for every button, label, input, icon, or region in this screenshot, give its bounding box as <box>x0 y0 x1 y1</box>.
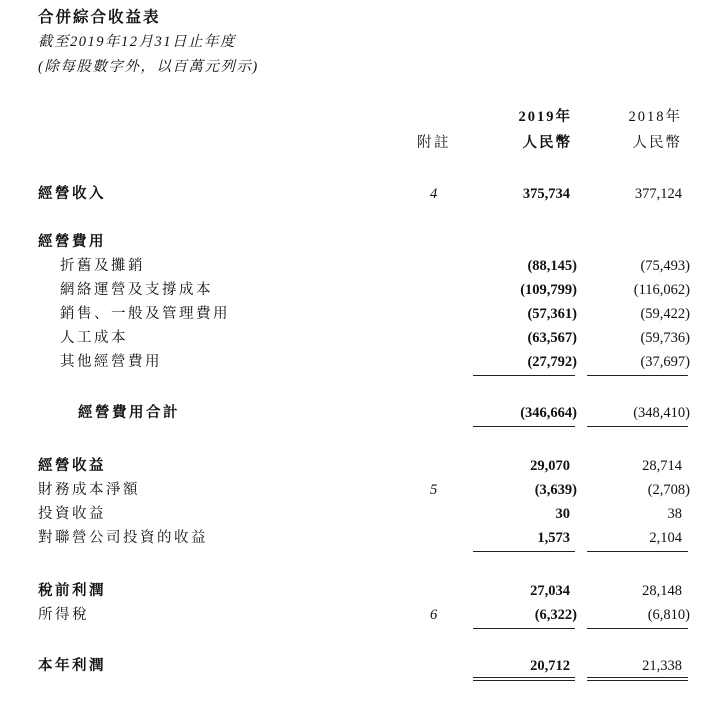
value-2019: 27,034 <box>530 583 570 599</box>
value-2018: (116,062) <box>633 282 690 298</box>
row-label: 所得稅 <box>38 607 89 623</box>
value-2018: 377,124 <box>634 186 682 202</box>
value-2019: (88,145) <box>527 258 577 274</box>
value-2019: 1,573 <box>537 530 570 546</box>
value-2019: (63,567) <box>527 330 577 346</box>
statement-unit: (除每股數字外，以百萬元列示) <box>38 59 259 75</box>
double-rule-2018-top <box>587 677 688 678</box>
row-label: 稅前利潤 <box>38 583 106 599</box>
value-2019: (27,792) <box>527 354 577 370</box>
value-2019: 20,712 <box>530 658 570 674</box>
row-note: 6 <box>430 607 438 623</box>
row-label: 經營收入 <box>38 186 106 202</box>
value-2018: (59,736) <box>640 330 690 346</box>
row-note: 4 <box>430 186 438 202</box>
value-2019: (57,361) <box>527 306 577 322</box>
value-2019: 375,734 <box>522 186 570 202</box>
value-2018: (37,697) <box>640 354 690 370</box>
value-2018: (6,810) <box>647 607 690 623</box>
value-2019: (6,322) <box>534 607 577 623</box>
subtotal-rule-2019 <box>473 628 575 629</box>
double-rule-2019-bottom <box>473 680 575 681</box>
value-2018: 21,338 <box>642 658 682 674</box>
value-2018: (348,410) <box>633 405 690 421</box>
statement-period: 截至2019年12月31日止年度 <box>38 34 236 50</box>
value-2018: (2,708) <box>647 482 690 498</box>
double-rule-2018-bottom <box>587 680 688 681</box>
row-label: 經營費用 <box>38 234 106 250</box>
value-2019: 29,070 <box>530 458 570 474</box>
currency-2018-header: 人民幣 <box>632 135 682 151</box>
total-rule-2018 <box>587 426 688 427</box>
value-2019: (346,664) <box>520 405 577 421</box>
statement-title: 合併綜合收益表 <box>38 9 161 26</box>
value-2019: 30 <box>555 506 570 522</box>
subtotal-rule-2019 <box>473 375 575 376</box>
subtotal-rule-2018 <box>587 375 688 376</box>
year-2019-header: 2019年 <box>518 109 572 125</box>
row-label: 經營收益 <box>38 458 106 474</box>
value-2018: 2,104 <box>649 530 682 546</box>
year-2018-header: 2018年 <box>628 109 682 125</box>
value-2018: (75,493) <box>640 258 690 274</box>
value-2018: 28,714 <box>642 458 682 474</box>
row-label: 人工成本 <box>60 330 128 346</box>
value-2018: 28,148 <box>642 583 682 599</box>
value-2018: (59,422) <box>640 306 690 322</box>
row-label: 銷售、一般及管理費用 <box>60 306 230 322</box>
value-2019: (3,639) <box>534 482 577 498</box>
value-2019: (109,799) <box>520 282 577 298</box>
row-label: 投資收益 <box>38 506 106 522</box>
double-rule-2019-top <box>473 677 575 678</box>
value-2018: 38 <box>667 506 682 522</box>
row-label: 本年利潤 <box>38 658 106 674</box>
currency-2019-header: 人民幣 <box>522 135 572 151</box>
row-label: 網絡運營及支撐成本 <box>60 282 213 298</box>
note-column-header: 附註 <box>417 135 451 151</box>
row-label: 財務成本淨額 <box>38 482 140 498</box>
total-rule-2019 <box>473 426 575 427</box>
subtotal-rule-2018 <box>587 628 688 629</box>
subtotal-rule-2019 <box>473 551 575 552</box>
subtotal-rule-2018 <box>587 551 688 552</box>
row-label: 對聯營公司投資的收益 <box>38 530 208 546</box>
row-label: 其他經營費用 <box>60 354 162 370</box>
row-label: 折舊及攤銷 <box>60 258 145 274</box>
row-note: 5 <box>430 482 438 498</box>
row-label: 經營費用合計 <box>78 405 180 421</box>
